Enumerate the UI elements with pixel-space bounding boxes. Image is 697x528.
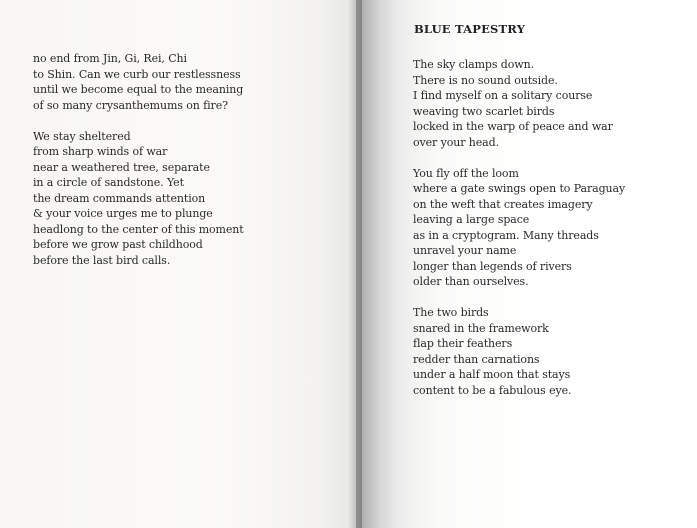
poem-line: longer than legends of rivers	[413, 259, 572, 273]
poem-line: flap their feathers	[413, 337, 513, 350]
poem-line: near a weathered tree, separate	[33, 160, 210, 174]
poem-line: until we become equal to the meaning	[33, 83, 244, 96]
poem-line: weaving two scarlet birds	[413, 104, 555, 118]
right-stanza-2	[413, 166, 625, 290]
poem-line: & your voice urges me to plunge	[33, 207, 213, 220]
left-poem-text	[33, 51, 244, 284]
right-stanza-1	[413, 57, 625, 150]
poem-line: of so many crysanthemums on fire?	[33, 98, 228, 112]
poem-line: as in a cryptogram. Many threads	[413, 228, 599, 242]
right-poem-text	[413, 57, 625, 414]
poem-line: over your head.	[413, 135, 499, 149]
poem-line: where a gate swings open to Paraguay	[413, 182, 626, 195]
poem-line: unravel your name	[413, 244, 517, 257]
poem-line: leaving a large space	[413, 213, 530, 226]
poem-title: BLUE TAPESTRY	[414, 22, 526, 36]
left-stanza-2	[33, 129, 244, 269]
poem-line: locked in the warp of peace and war	[413, 120, 613, 133]
poem-line: before the last bird calls.	[33, 253, 171, 267]
poem-line: to Shin. Can we curb our restlessness	[33, 67, 241, 81]
poem-line: The sky clamps down.	[413, 58, 534, 71]
poem-line: in a circle of sandstone. Yet	[33, 176, 184, 189]
poem-line: older than ourselves.	[413, 275, 529, 288]
poem-line: the dream commands attention	[33, 191, 206, 205]
poem-line: I find myself on a solitary course	[413, 89, 593, 102]
poem-line: under a half moon that stays	[413, 368, 571, 381]
right-stanza-3	[413, 305, 625, 398]
poem-line: content to be a fabulous eye.	[413, 383, 572, 397]
poem-line: The two birds	[413, 306, 489, 319]
poem-line: headlong to the center of this moment	[33, 222, 244, 236]
poem-line: There is no sound outside.	[413, 73, 558, 87]
poem-line: You fly off the loom	[413, 166, 519, 180]
poem-line: from sharp winds of war	[33, 145, 168, 158]
left-stanza-1	[33, 51, 244, 113]
poem-line: redder than carnations	[413, 352, 540, 366]
poem-line: We stay sheltered	[33, 129, 131, 143]
poem-line: no end from Jin, Gi, Rei, Chi	[33, 52, 187, 65]
poem-line: on the weft that creates imagery	[413, 197, 593, 211]
poem-line: before we grow past childhood	[33, 238, 203, 251]
poem-line: snared in the framework	[413, 321, 549, 335]
book-gutter	[348, 0, 362, 528]
